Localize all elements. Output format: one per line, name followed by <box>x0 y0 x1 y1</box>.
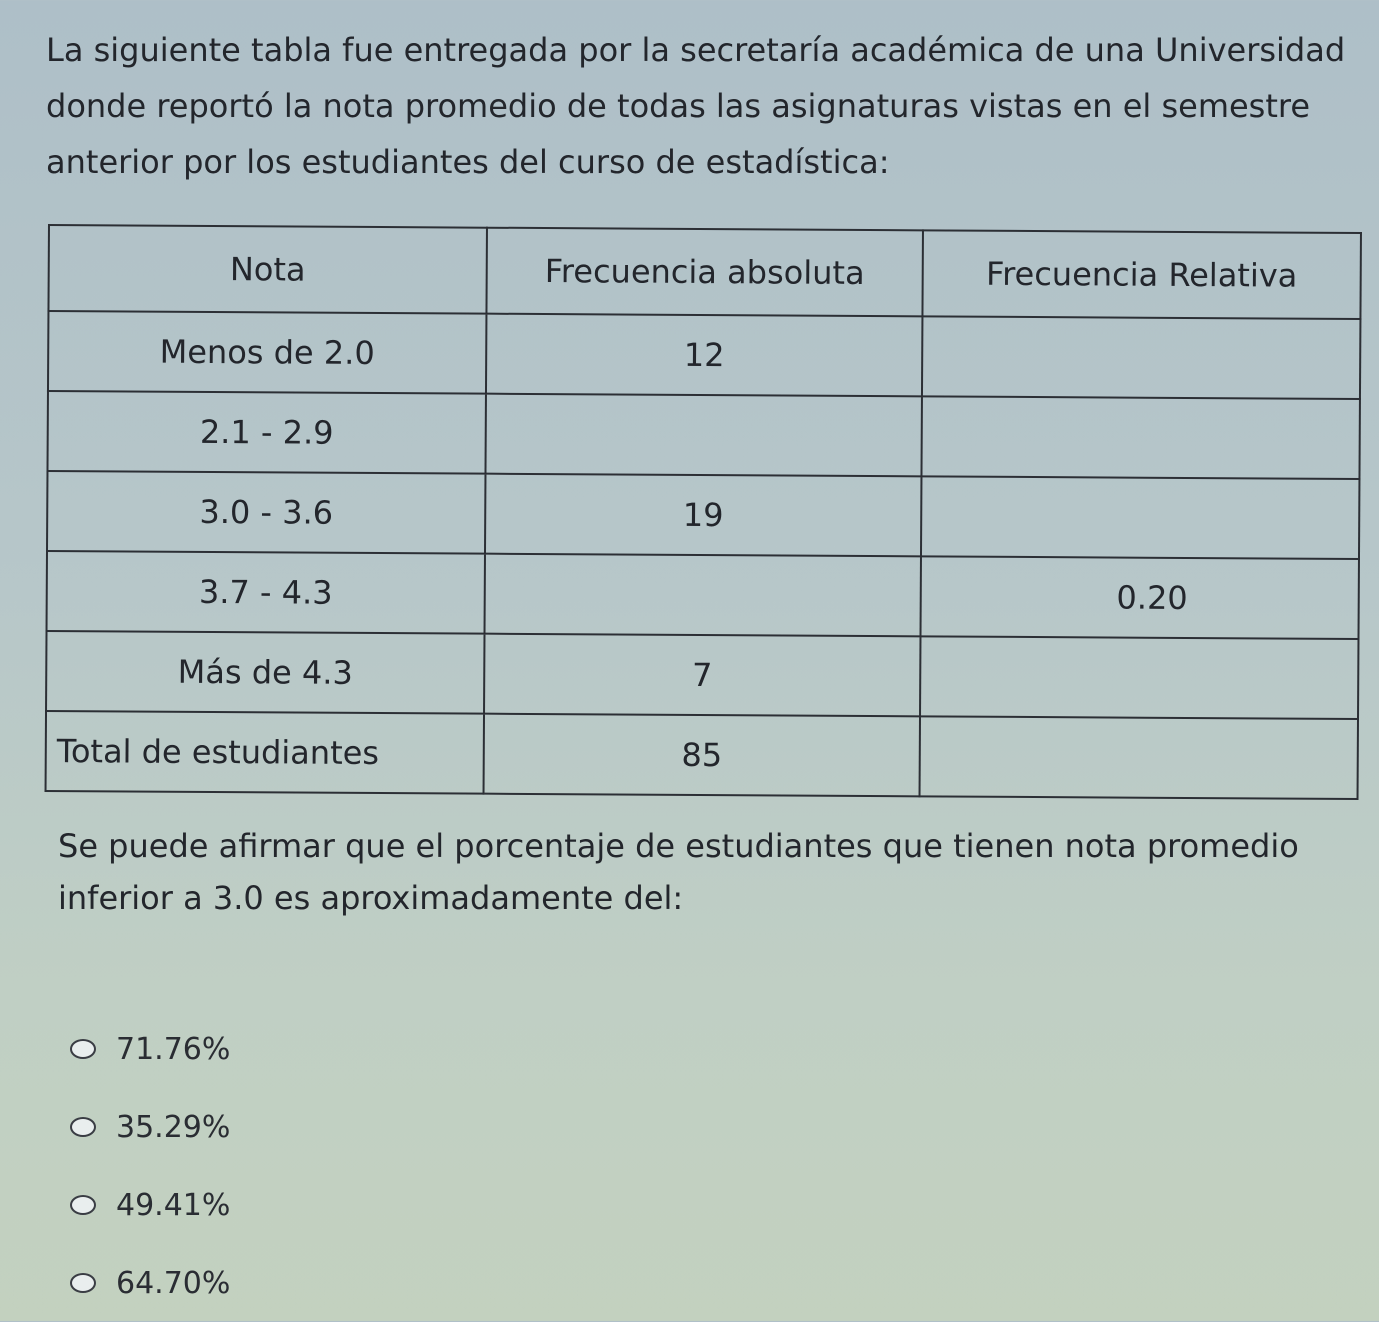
row-frecuencia-relativa <box>921 476 1359 559</box>
row-frecuencia-absoluta <box>485 554 921 637</box>
answer-option[interactable] <box>70 1010 230 1088</box>
row-frecuencia-relativa: 0.20 <box>920 556 1358 639</box>
table-row <box>47 391 1359 479</box>
row-frecuencia-absoluta: 12 <box>486 314 922 397</box>
row-frecuencia-absoluta <box>485 394 921 477</box>
table-header-row <box>48 225 1361 319</box>
row-nota: 3.0 - 3.6 <box>47 471 485 554</box>
row-nota: 2.1 - 2.9 <box>47 391 485 474</box>
row-frecuencia-absoluta: 7 <box>484 634 920 717</box>
row-frecuencia-relativa <box>920 636 1358 719</box>
answer-options <box>70 1010 230 1322</box>
row-nota: Más de 4.3 <box>46 631 484 714</box>
table-row <box>47 551 1359 639</box>
answer-option-label: 71.76% <box>116 1031 231 1067</box>
table-row <box>48 311 1360 399</box>
answer-option[interactable] <box>70 1088 230 1166</box>
grades-frequency-table <box>45 224 1362 800</box>
total-label: Total de estudiantes <box>46 711 484 794</box>
radio-button[interactable] <box>70 1273 96 1293</box>
row-nota: 3.7 - 4.3 <box>47 551 485 634</box>
radio-button[interactable] <box>70 1117 96 1137</box>
table-total-row <box>46 711 1358 799</box>
total-frecuencia-absoluta: 85 <box>484 714 920 797</box>
row-frecuencia-absoluta: 19 <box>485 474 921 557</box>
header-frecuencia-absoluta: Frecuencia absoluta <box>486 228 923 317</box>
row-frecuencia-relativa <box>921 396 1359 479</box>
header-frecuencia-relativa: Frecuencia Relativa <box>922 230 1361 319</box>
radio-button[interactable] <box>70 1039 96 1059</box>
answer-option-label: 35.29% <box>116 1109 231 1145</box>
answer-option-label: 49.41% <box>116 1187 231 1223</box>
total-frecuencia-relativa <box>920 716 1358 799</box>
table-row <box>46 631 1358 719</box>
answer-option-label: 64.70% <box>116 1265 231 1301</box>
row-nota: Menos de 2.0 <box>48 311 486 394</box>
intro-text: La siguiente tabla fue entregada por la secretaría académica de una Universidad donde reportó la nota promedio de todas las asignaturas vistas en el semestre anterior por los estudiantes del curso de estadística: <box>46 31 1346 181</box>
answer-option[interactable] <box>70 1166 230 1244</box>
row-frecuencia-relativa <box>922 316 1360 399</box>
answer-option[interactable] <box>70 1244 230 1322</box>
table-row <box>47 471 1359 559</box>
radio-button[interactable] <box>70 1195 96 1215</box>
question-text: Se puede afirmar que el porcentaje de estudiantes que tienen nota promedio inferior a 3.0 es aproximadamente del: <box>58 827 1299 917</box>
header-nota: Nota <box>48 225 487 314</box>
